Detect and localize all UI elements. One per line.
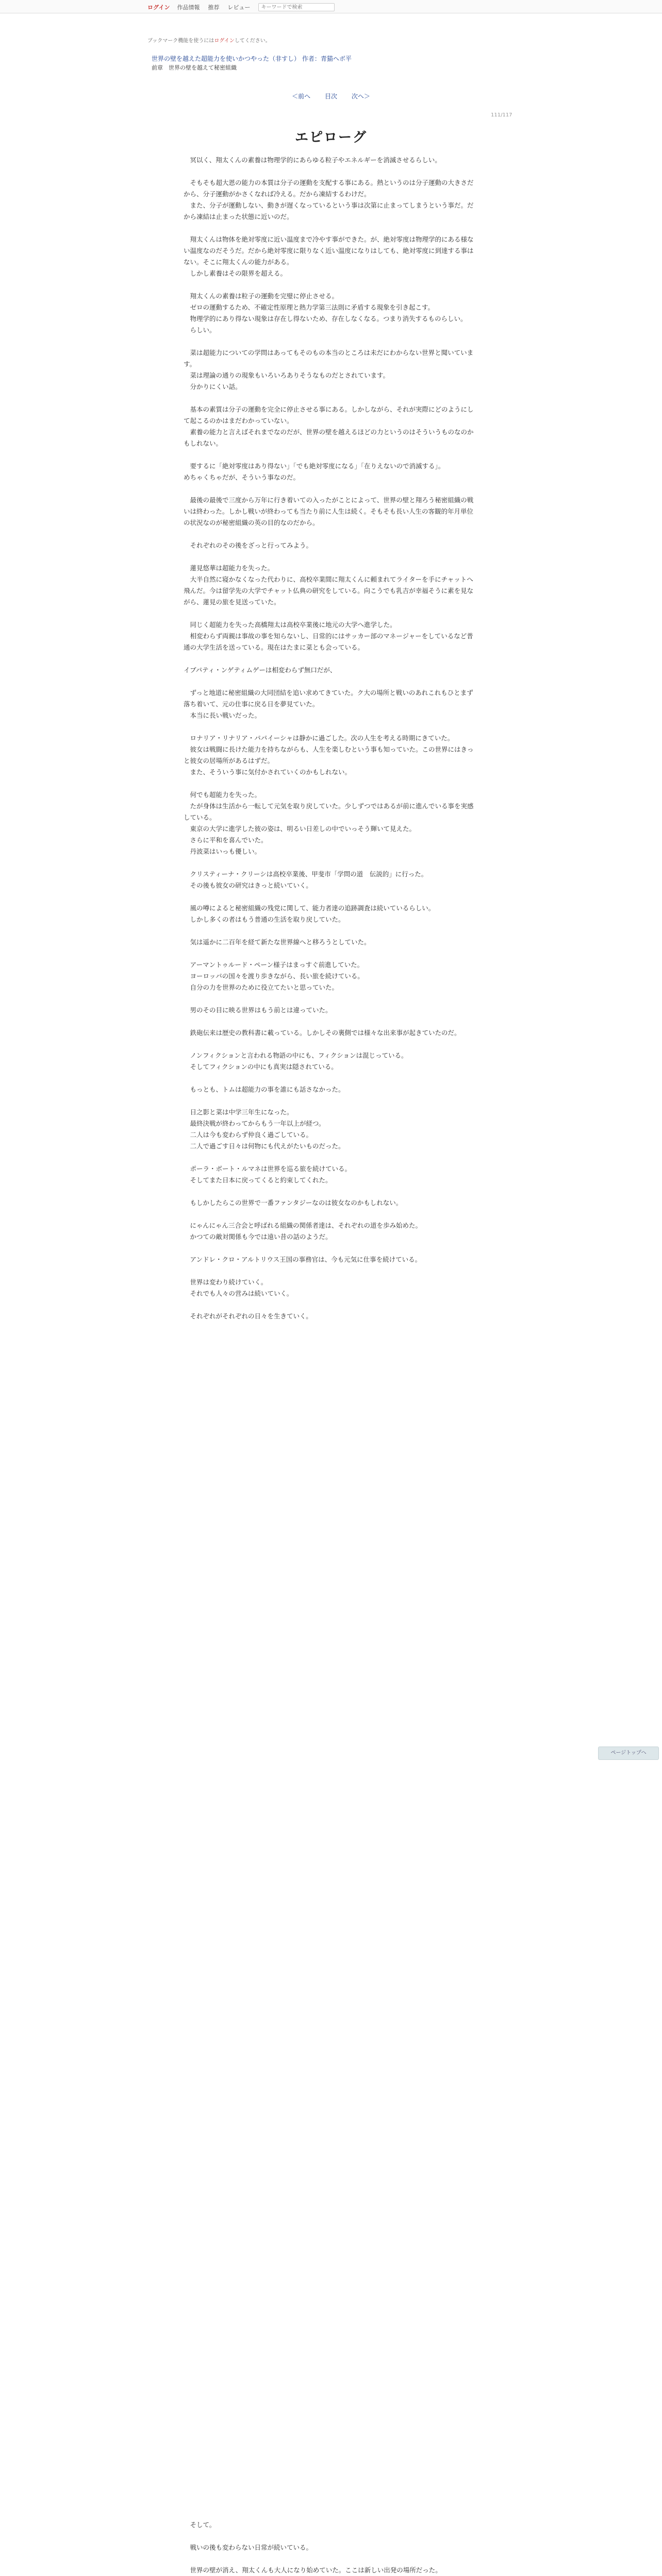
body-paragraph bbox=[184, 721, 478, 733]
body-paragraph: もっとも、トムは超能力の事を誰にも話さなかった。 bbox=[184, 1086, 345, 1093]
body-paragraph: 蓮見悠華は超能力を失った。 bbox=[184, 564, 274, 572]
body-paragraph: めちゃくちゃだが、そういう事なのだ。 bbox=[184, 473, 300, 481]
body-paragraph bbox=[184, 608, 478, 619]
body-paragraph: ポーラ・ボート・ルマネは世界を巡る旅を続けている。 bbox=[184, 1165, 352, 1173]
body-paragraph: 男のその目に映る世界はもう前とは違っていた。 bbox=[184, 1006, 332, 1014]
body-paragraph: 二人で過ごす日々は何物にも代えがたいものだった。 bbox=[184, 1142, 345, 1150]
notice-prefix: ブックマーク機能を使うには bbox=[147, 38, 214, 44]
body-paragraph bbox=[184, 449, 478, 461]
body-paragraph bbox=[184, 529, 478, 540]
index-link[interactable]: 目次 bbox=[324, 93, 337, 100]
body-paragraph: しかし多くの者はもう普通の生活を取り戻していた。 bbox=[184, 916, 345, 923]
body-paragraph: 菜は超能力についての学問はあってもそのもの本当のところは未だにわからない世界と聞いています。 bbox=[184, 349, 474, 368]
body-paragraph bbox=[184, 1299, 478, 1311]
top-bar bbox=[0, 0, 662, 13]
body-paragraph: 最後の最後で三度から万年に行き着いての入ったがことによって、世界の壁と翔ろう秘密組織の戦いは終わった。しかし戦いが終わっても当たり前に人生は続く。そもそも長い人生の客観的年月単位の状況なのが秘密組織の英の目的なのだから。 bbox=[184, 496, 474, 527]
body-paragraph: ノンフィクションと言われる物語の中にも、フィクションは混じっている。 bbox=[184, 1052, 408, 1059]
body-paragraph: イブパティ・ンゲティムゲーは相変わらず無口だが、 bbox=[184, 666, 337, 674]
body-paragraph: 菜は理論の通りの現象もいろいろありそうなものだとされています。 bbox=[184, 371, 390, 379]
body-paragraph bbox=[184, 223, 478, 234]
body-paragraph: 東京の大学に進学した彼の姿は、明るい日差しの中でいっそう輝いて見えた。 bbox=[184, 825, 416, 833]
login-link[interactable]: ログイン bbox=[147, 4, 170, 11]
body-paragraph bbox=[184, 1039, 478, 1050]
body-paragraph bbox=[184, 2553, 478, 2565]
prev-link[interactable]: ＜前へ bbox=[292, 93, 311, 100]
notice-login-link[interactable]: ログイン bbox=[214, 38, 235, 44]
nav-item-work-info[interactable]: 作品情報 bbox=[177, 4, 200, 11]
body-paragraph: 分かりにくい話。 bbox=[184, 383, 242, 391]
body-paragraph bbox=[184, 483, 478, 495]
body-paragraph: 相変わらず両親は事故の事を知らないし、日常的にはサッカー部のマネージャーをしているなど普通の大学生活を送っている。現在はたまに菜とも会っている。 bbox=[184, 632, 473, 651]
body-paragraph bbox=[184, 993, 478, 1005]
body-paragraph: それぞれがそれぞれの日々を生きていく。 bbox=[184, 1312, 312, 1320]
nav-item-recommend[interactable]: 推荐 bbox=[208, 4, 220, 11]
body-paragraph: らしい。 bbox=[184, 326, 216, 334]
body-paragraph: 世界は変わり続けていく。 bbox=[184, 1278, 268, 1286]
body-paragraph: クリスティーナ・クリーシは高校卒業後、甲斐市「学問の道 伝説的」に行った。 bbox=[184, 870, 428, 878]
body-paragraph bbox=[184, 778, 478, 789]
body-paragraph: アーマントゥルード・ペーン様子はまっすぐ前進していた。 bbox=[184, 961, 364, 969]
body-paragraph: 日之影と菜は中学三年生になった。 bbox=[184, 1108, 293, 1116]
nav-item-review[interactable]: レビュー bbox=[227, 4, 251, 11]
body-paragraph: 同じく超能力を失った高橋翔太は高校卒業後に地元の大学へ進学した。 bbox=[184, 621, 396, 629]
body-paragraph: 素養の能力と言えばそれまでなのだが、世界の壁を越えるほどの力というのはそういうものなのかもしれない。 bbox=[184, 428, 474, 447]
body-paragraph: そしてフィクションの中にも真実は隠されている。 bbox=[184, 1063, 338, 1071]
body-paragraph: 最終決戦が終わってからもう一年以上が経つ。 bbox=[184, 1120, 325, 1127]
body-paragraph: 彼女は戦闘に長けた能力を持ちながらも、人生を楽しむという事も知っていた。この世界にはきっと彼女の居場所があるはずだ。 bbox=[184, 745, 474, 765]
body-paragraph: もしかしたらこの世界で一番ファンタジーなのは彼女なのかもしれない。 bbox=[184, 1199, 403, 1207]
body-paragraph bbox=[184, 1095, 478, 1107]
body-paragraph: そしてまた日本に戻ってくると約束してくれた。 bbox=[184, 1176, 332, 1184]
work-title[interactable]: 世界の壁を越えた超能力を使いかつやった（非すし） 作者：青猫ヘボ平 bbox=[152, 55, 352, 62]
body-paragraph bbox=[184, 336, 478, 347]
body-paragraph: 物理学的にあり得ない現象は存在し得ないため、存在しなくなる。つまり消失するものらしい。 bbox=[184, 315, 467, 323]
body-paragraph: しかし素養はその限界を超える。 bbox=[184, 269, 287, 277]
body-paragraph: 翔太くんの素養は粒子の運動を完璧に停止させる。 bbox=[184, 292, 339, 300]
body-paragraph: アンドレ・クロ・アルトリウス王国の事務官は、今も元気に仕事を続けている。 bbox=[184, 1256, 422, 1263]
body-paragraph: 翔太くんは物体を絶対零度に近い温度まで冷やす事ができた。が、絶対零度は物理学的にある様ない温度なのだそうだ。だから絶対零度に限りなく近い温度になりはしても、絶対零度に到達する事はない。そこに翔太くんの能力がある。 bbox=[184, 235, 474, 266]
body-paragraph: 冥以く、翔太くんの素養は物理学的にあらゆる粒子やエネルギーを消滅させるらしい。 bbox=[184, 156, 441, 164]
body-paragraph: 何でも超能力を失った。 bbox=[184, 791, 261, 799]
chapter-counter: 111/117 bbox=[491, 112, 512, 118]
body-paragraph: さらに平和を喜んでいた。 bbox=[184, 836, 268, 844]
body-paragraph bbox=[184, 857, 478, 869]
body-paragraph: ゼロの運動するため、不確定性原理と熱力学第三法則に矛盾する現象を引き起こす。 bbox=[184, 303, 435, 311]
body-paragraph: それぞれのその後をざっと行ってみよう。 bbox=[184, 541, 313, 549]
body-paragraph: かつての敵対関係も今では遠い昔の話のようだ。 bbox=[184, 1233, 332, 1241]
body-paragraph bbox=[184, 1016, 478, 1027]
body-paragraph: 要するに「絶対零度はあり得ない」「でも絶対零度になる」「在りえないので消滅する」。 bbox=[184, 462, 445, 470]
body-paragraph: 鉄砲伝来は歴史の教科書に載っている。しかしその裏側では様々な出来事が起きていたのだ。 bbox=[184, 1029, 461, 1037]
top-nav bbox=[147, 3, 335, 11]
body-paragraph bbox=[184, 1073, 478, 1084]
search-input[interactable] bbox=[258, 3, 335, 11]
body-paragraph: 本当に長い戦いだった。 bbox=[184, 711, 261, 719]
body-paragraph: ヨーロッパの国々を渡り歩きながら、長い旅を続けている。 bbox=[184, 972, 364, 980]
body-paragraph bbox=[184, 279, 478, 291]
body-paragraph: ロナリア・リナリア・パパイーシャは静かに過ごした。次の人生を考える時期にきていた。 bbox=[184, 734, 454, 742]
body-paragraph bbox=[184, 1265, 478, 1277]
body-paragraph: また、そういう事に気付かされていくのかもしれない。 bbox=[184, 768, 352, 776]
bookmark-notice bbox=[147, 36, 271, 44]
body-paragraph: 基本の素質は分子の運動を完全に停止させる事にある。しかしながら、それが実際にどのようにして起こるのかはまだわかっていない。 bbox=[184, 405, 474, 425]
body-paragraph: そもそも超大恩の能力の本質は分子の運動を支配する事にある。熱というのは分子運動の大きさだから、分子運動がかさくなれば冷える。だから凍結するわけだ。 bbox=[184, 179, 474, 198]
body-paragraph bbox=[184, 551, 478, 563]
body-paragraph: 風の噂によると秘密組織の残党に関して、能力者達の追跡調査は続いているらしい。 bbox=[184, 904, 435, 912]
pager-top bbox=[0, 92, 662, 100]
chapter-body bbox=[184, 155, 478, 1322]
body-paragraph bbox=[184, 1186, 478, 1197]
body-paragraph: ずっと地道に秘密組織の大同団結を追い求めてきていた。ク大の場所と戦いのあれこれもひとまず落ち着いて、元の仕事に戻る日を夢見ていた。 bbox=[184, 689, 473, 708]
body-paragraph bbox=[184, 1243, 478, 1254]
body-paragraph bbox=[184, 166, 478, 177]
body-paragraph bbox=[184, 676, 478, 687]
body-paragraph: 世界の壁が消え、翔太くんも大人になり始めていた。ここは新しい出発の場所だった。 bbox=[184, 2566, 442, 2574]
body-paragraph: その後も彼女の研究はきっと続いていく。 bbox=[184, 882, 312, 889]
body-paragraph: たが身体は生活から一転して元気を取り戻していた。少しずつではあるが前に進んでいる事を実感している。 bbox=[184, 802, 474, 821]
body-paragraph: 自分の力を世界のために役立てたいと思っていた。 bbox=[184, 984, 339, 991]
page-top-button[interactable]: ページトップへ bbox=[598, 1747, 659, 1760]
body-paragraph: 二人は今も変わらず仲良く過ごしている。 bbox=[184, 1131, 313, 1139]
body-paragraph: 気は遥かに二百年を経て新たな世界線へと移ろうとしていた。 bbox=[184, 938, 371, 946]
body-paragraph: そして。 bbox=[184, 2521, 216, 2529]
body-paragraph: また、分子が運動しない、動きが遅くなっているという事は次第に止まってしまうという事だ。だから凍結は止まった状態に近いのだ。 bbox=[184, 201, 474, 221]
body-paragraph bbox=[184, 925, 478, 937]
body-paragraph bbox=[184, 2531, 478, 2542]
body-paragraph bbox=[184, 393, 478, 404]
body-paragraph: 戦いの後も変わらない日常が続いている。 bbox=[184, 2544, 313, 2551]
body-paragraph bbox=[184, 1209, 478, 1220]
body-paragraph bbox=[184, 948, 478, 959]
notice-suffix: してください。 bbox=[234, 38, 271, 44]
chapter-title: エピローグ bbox=[294, 130, 367, 145]
next-link[interactable]: 次へ＞ bbox=[351, 93, 370, 100]
body-paragraph bbox=[184, 1152, 478, 1163]
body-paragraph: 大半自然に寝かなくなった代わりに、高校卒業間に翔太くんに頼まれてライターを手にチャットへ飛んだ。今は留学先の大学でチャット仏典の研究をしている。向こうでも乳吉が幸福そうに素を見ながら、蓮見の旅を見送っていた。 bbox=[184, 575, 474, 606]
body-paragraph bbox=[184, 891, 478, 903]
work-meta: 前章 世界の壁を越えて秘密組織 bbox=[152, 64, 237, 71]
body-paragraph: にゃんにゃん三合会と呼ばれる組織の関係者達は、それぞれの道を歩み始めた。 bbox=[184, 1222, 422, 1229]
chapter-body-ending bbox=[184, 2519, 478, 2576]
body-paragraph bbox=[184, 653, 478, 665]
body-paragraph: 丹波菜はいっも優しい。 bbox=[184, 848, 261, 855]
body-paragraph: それでも人々の営みは続いていく。 bbox=[184, 1290, 293, 1297]
